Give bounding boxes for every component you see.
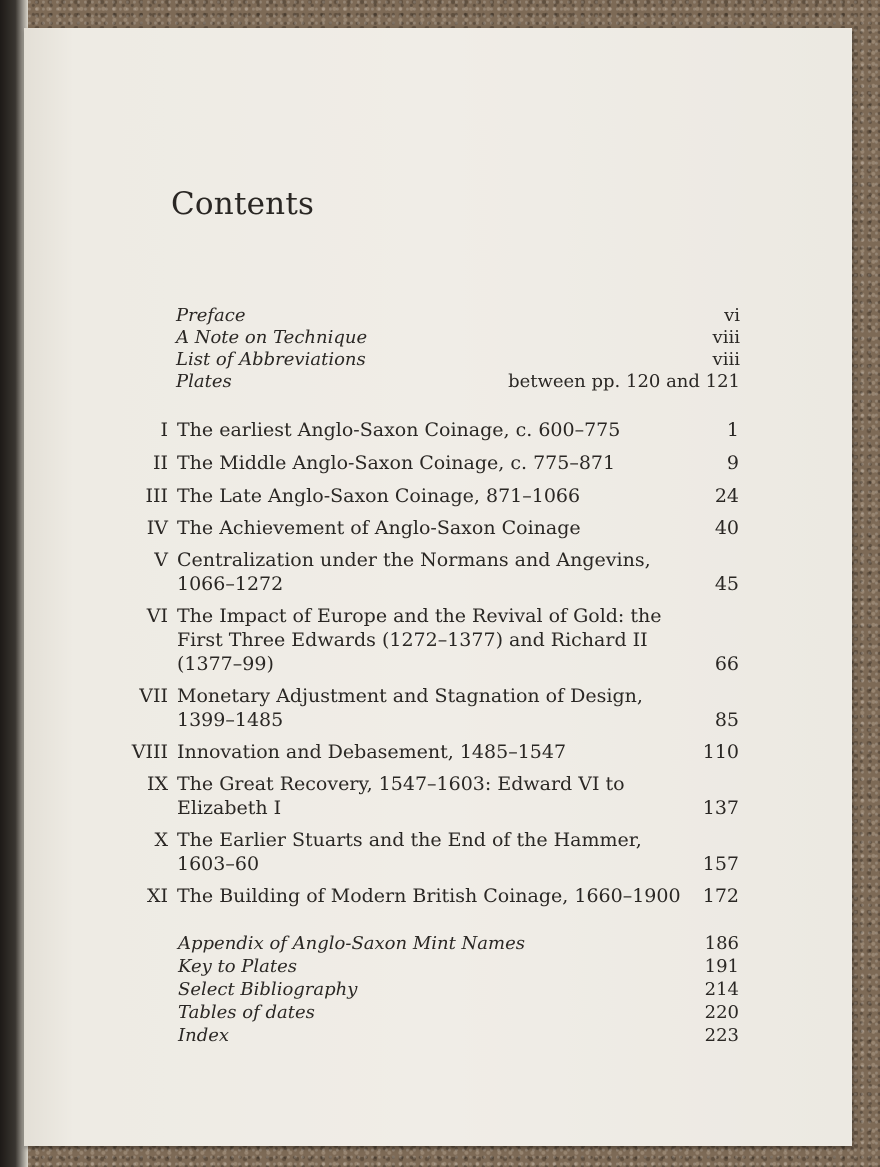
front-matter-list <box>24 305 852 393</box>
chapter-list <box>24 418 852 908</box>
toc-entry-page: viii <box>712 327 740 348</box>
chapter-number: I <box>160 419 168 441</box>
chapter-number: IX <box>146 773 168 795</box>
toc-entry-label: Plates <box>176 371 232 392</box>
toc-entry-page: 186 <box>704 933 739 954</box>
chapter-title: Monetary Adjustment and Stagnation of Design, 1399–1485 <box>177 685 643 731</box>
chapter-entry <box>24 484 852 508</box>
toc-entry-page: 223 <box>704 1025 739 1046</box>
toc-entry-preface <box>24 305 852 327</box>
chapter-entry <box>24 516 852 540</box>
toc-entry-abbreviations <box>24 349 852 371</box>
toc-entry-label: Key to Plates <box>178 956 298 977</box>
chapter-title: The Earlier Stuarts and the End of the Hammer, 1603–60 <box>177 829 642 875</box>
toc-entry-label: Index <box>178 1025 230 1046</box>
chapter-entry <box>24 828 852 876</box>
chapter-title: The Achievement of Anglo-Saxon Coinage <box>177 517 581 539</box>
chapter-page: 45 <box>714 573 739 595</box>
chapter-page: 40 <box>714 517 739 539</box>
chapter-title: The Middle Anglo-Saxon Coinage, c. 775–871 <box>177 452 616 474</box>
chapter-title: The Building of Modern British Coinage, 1660–1900 <box>177 885 681 907</box>
toc-entry-page: 220 <box>704 1002 739 1023</box>
page-title: Contents <box>171 186 315 222</box>
chapter-number: III <box>145 485 168 507</box>
chapter-title: The Great Recovery, 1547–1603: Edward VI to Elizabeth I <box>177 773 625 819</box>
chapter-number: VI <box>146 605 168 627</box>
chapter-title: The Impact of Europe and the Revival of Gold: the First Three Edwards (1272–1377) and Richard II (1377–99) <box>177 605 662 675</box>
toc-entry-label: Select Bibliography <box>178 979 358 1000</box>
toc-entry-page: 191 <box>704 956 739 977</box>
chapter-title: The earliest Anglo-Saxon Coinage, c. 600–775 <box>177 419 621 441</box>
toc-entry-label: List of Abbreviations <box>176 349 366 370</box>
chapter-number: V <box>154 549 168 571</box>
toc-entry-label: Preface <box>176 305 246 326</box>
chapter-number: II <box>152 452 168 474</box>
toc-entry-appendix <box>24 932 852 955</box>
chapter-entry <box>24 884 852 908</box>
chapter-title: Innovation and Debasement, 1485–1547 <box>177 741 567 763</box>
chapter-number: VII <box>139 685 168 707</box>
chapter-page: 157 <box>702 853 739 875</box>
toc-entry-note-on-technique <box>24 327 852 349</box>
toc-entry-page: between pp. 120 and 121 <box>508 371 740 392</box>
chapter-page: 66 <box>714 653 739 675</box>
chapter-page: 172 <box>702 885 739 907</box>
toc-entry-tables-of-dates <box>24 1001 852 1024</box>
chapter-page: 24 <box>714 485 739 507</box>
chapter-entry <box>24 548 852 596</box>
chapter-title: The Late Anglo-Saxon Coinage, 871–1066 <box>177 485 581 507</box>
chapter-title: Centralization under the Normans and Angevins, 1066–1272 <box>177 549 651 595</box>
chapter-entry <box>24 684 852 732</box>
chapter-page: 85 <box>714 709 739 731</box>
chapter-number: XI <box>146 885 168 907</box>
chapter-page: 137 <box>702 797 739 819</box>
toc-entry-page: 214 <box>704 979 739 1000</box>
back-matter-list <box>24 932 852 1047</box>
book-page <box>24 28 852 1146</box>
toc-entry-key-to-plates <box>24 955 852 978</box>
chapter-entry <box>24 772 852 820</box>
toc-entry-label: Appendix of Anglo-Saxon Mint Names <box>178 933 525 954</box>
toc-entry-index <box>24 1024 852 1047</box>
toc-entry-bibliography <box>24 978 852 1001</box>
chapter-page: 1 <box>726 419 739 441</box>
chapter-entry <box>24 418 852 442</box>
chapter-number: X <box>154 829 168 851</box>
chapter-page: 9 <box>726 452 739 474</box>
toc-entry-plates <box>24 371 852 393</box>
chapter-entry <box>24 451 852 475</box>
toc-entry-label: A Note on Technique <box>176 327 368 348</box>
chapter-number: IV <box>146 517 168 539</box>
toc-entry-page: viii <box>712 349 740 370</box>
chapter-page: 110 <box>702 741 739 763</box>
chapter-entry <box>24 604 852 676</box>
toc-entry-label: Tables of dates <box>178 1002 315 1023</box>
chapter-entry <box>24 740 852 764</box>
chapter-number: VIII <box>131 741 168 763</box>
toc-entry-page: vi <box>724 305 740 326</box>
